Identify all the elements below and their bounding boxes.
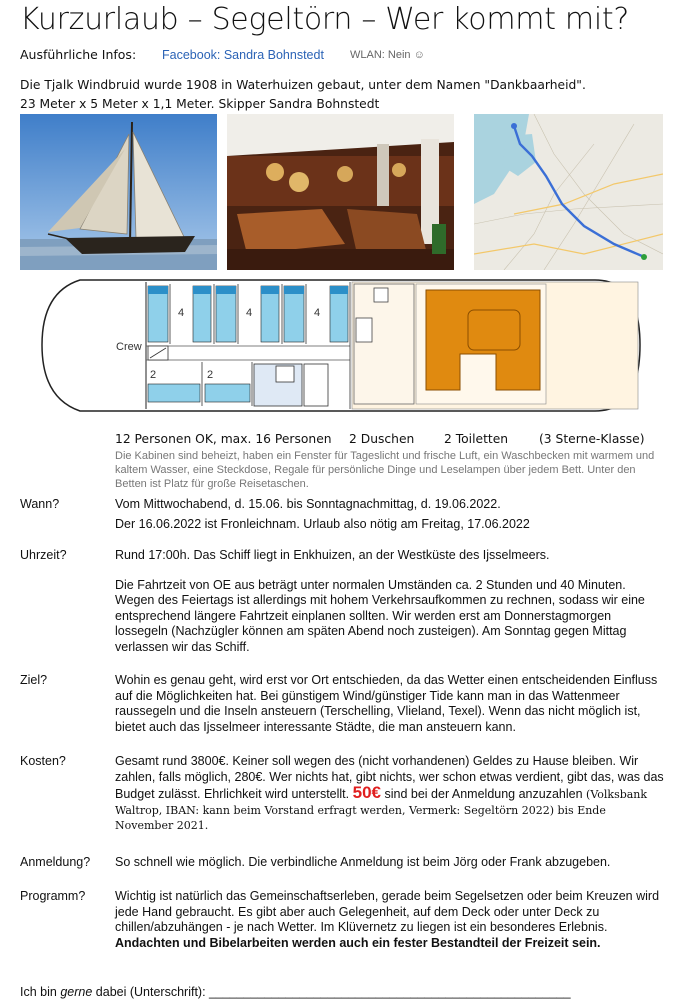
ship-photo xyxy=(20,114,217,270)
deposit-amount: 50€ xyxy=(352,783,381,802)
anmeldung-label: Anmeldung? xyxy=(20,855,91,869)
intro-line-1: Die Tjalk Windbruid wurde 1908 in Waterhuizen gebaut, unter dem Namen "Dankbaarheid". xyxy=(20,78,586,92)
infos-label: Ausführliche Infos: xyxy=(20,47,137,62)
toilets-spec: 2 Toiletten xyxy=(444,432,509,446)
cabin-beds-label: 4 xyxy=(314,307,321,319)
class-spec: (3 Sterne-Klasse) xyxy=(539,432,645,446)
anmeldung-text: So schnell wie möglich. Die verbindliche Anmeldung ist beim Jörg oder Frank abzugeben. xyxy=(115,855,611,869)
kosten-label: Kosten? xyxy=(20,754,66,768)
wlan-info: WLAN: Nein ☺ xyxy=(350,49,425,61)
uhrzeit-text: Rund 17:00h. Das Schiff liegt in Enkhuizen, an der Westküste des Ijsselmeers. Die Fahrtzeit von OE aus beträgt unter normalen Umständen ca. 2 Stunden und 40 Minuten. Wegen des Feiertags ist allerdings mit hohem Verkehrsaufkommen zu rechnen, sodass wir eine entsprechend längere Fahrtzeit einplanen sollten. Wir werden erst am Donnerstagmorgen lossegeln (Nachzügler können am späten Abend noch zusteigen). Am Sonntag gegen Mittag verlassen wir das Schiff. xyxy=(115,548,645,654)
wann-label: Wann? xyxy=(20,497,60,511)
signature-line: Ich bin gerne dabei (Unterschrift): ____________________________________________________ xyxy=(20,985,571,999)
signature-field[interactable]: ____________________________________________________ xyxy=(209,985,571,999)
cabin-beds-label: 2 xyxy=(207,369,214,381)
cabin-beds-label: 4 xyxy=(246,307,253,319)
crew-label: Crew xyxy=(116,341,142,353)
cabin-description: Die Kabinen sind beheizt, haben ein Fenster für Tageslicht und frische Luft, ein Waschbecken mit warmem und kaltem Wasser, eine Steckdose, Regale für persönliche Dinge und Leselampen über jedem Bett. Unter den Betten ist Platz für große Reisetaschen. xyxy=(115,450,655,490)
cabin-beds-label: 2 xyxy=(150,369,157,381)
page-title: Kurzurlaub – Segeltörn – Wer kommt mit? xyxy=(20,2,629,37)
ziel-label: Ziel? xyxy=(20,673,48,687)
route-map xyxy=(474,114,663,270)
programm-label: Programm? xyxy=(20,889,86,903)
ziel-text: Wohin es genau geht, wird erst vor Ort entschieden, da das Wetter einen entscheidenden Einfluss auf die Möglichkeiten hat. Bei günstigem Wind/günstiger Tide kann man in das Wattenmeer raussegeln und die Inseln ansteuern (Terschelling, Vlieland, Texel). Wenn das nicht möglich ist, bietet auch das Ijsselmeer interessante Städte, die man ansteuern kann. xyxy=(115,673,658,734)
deck-plan xyxy=(40,278,642,413)
interior-photo xyxy=(227,114,454,270)
persons-spec: 12 Personen OK, max. 16 Personen xyxy=(115,432,332,446)
programm-text: Wichtig ist natürlich das Gemeinschaftserleben, gerade beim Segelsetzen oder beim Kreuzen wird jede Hand gebraucht. Es gibt aber auch Gelegenheit, auf dem Deck oder unter Deck zu chillen/abzuhängen - je nach Wetter. Im Klüvernetz zu liegen ist ein besonderes Erlebnis. Andachten und Bibelarbeiten werden auch ein fester Bestandteil der Freizeit sein. xyxy=(115,889,660,950)
programm-bold: Andachten und Bibelarbeiten werden auch ein fester Bestandteil der Freizeit sein. xyxy=(115,935,601,950)
intro-line-2: 23 Meter x 5 Meter x 1,1 Meter. Skipper Sandra Bohnstedt xyxy=(20,97,380,111)
showers-spec: 2 Duschen xyxy=(349,432,415,446)
bank-info: (Volksbank Waltrop, IBAN: kann beim Vorstand erfragt werden, Vermerk: Segeltörn 2022) bis Ende November 2021. xyxy=(115,788,648,832)
facebook-link[interactable]: Facebook: Sandra Bohnstedt xyxy=(162,48,324,62)
wann-text: Vom Mittwochabend, d. 15.06. bis Sonntagnachmittag, d. 19.06.2022. Der 16.06.2022 ist Fronleichnam. Urlaub also nötig am Freitag, 17.06.2022 xyxy=(115,497,530,531)
kosten-text: Gesamt rund 3800€. Keiner soll wegen des (nicht vorhandenen) Geldes zu Hause bleiben. Wir zahlen, falls möglich, 280€. Wer nichts hat, gibt nichts, wer schon etwas verdient, gibt das, was das Budget zulässt. Ehrlichkeit wird unterstellt. 50€ sind bei der Anmeldung anzuzahlen (Volksbank Waltrop, IBAN: kann beim Vorstand erfragt werden, Vermerk: Segeltörn 2022) bis Ende November 2021. xyxy=(115,754,664,832)
cabin-beds-label: 4 xyxy=(178,307,185,319)
uhrzeit-label: Uhrzeit? xyxy=(20,548,67,562)
